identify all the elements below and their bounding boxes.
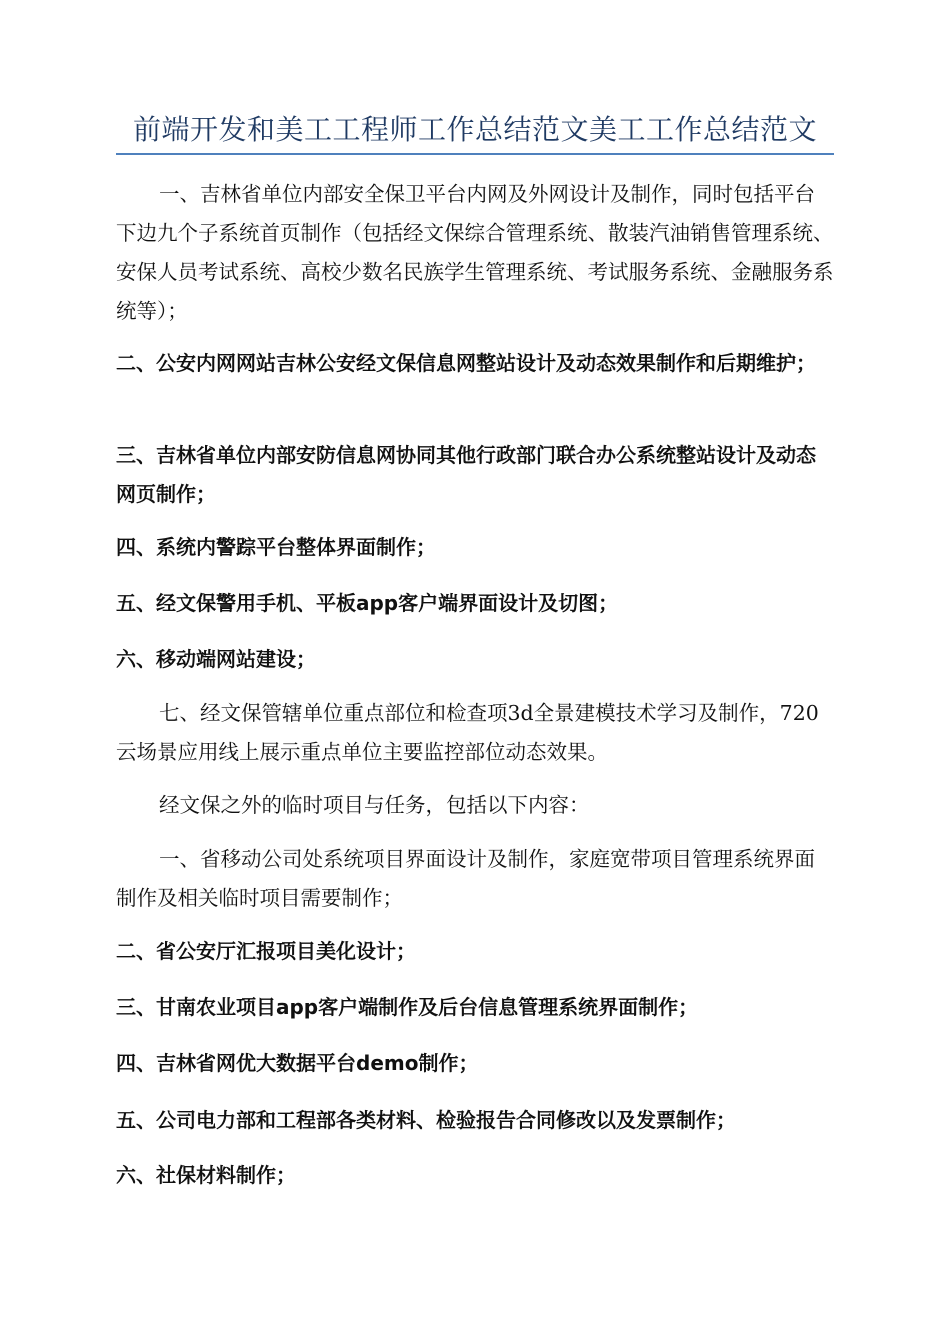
paragraph-report-design: 二、省公安厅汇报项目美化设计； — [116, 939, 416, 963]
paragraph-mobile-app-ui: 五、经文保警用手机、平板app客户端界面设计及切图； — [116, 591, 619, 615]
paragraph-3d-panorama: 七、经文保管辖单位重点部位和检查项3d全景建模技术学习及制作，720云场景应用线上展示重点单位主要监控部位动态效果。 — [116, 701, 819, 764]
paragraph-mobile-company-ui: 一、省移动公司处系统项目界面设计及制作，家庭宽带项目管理系统界面制作及相关临时项目需要制作； — [116, 847, 815, 910]
paragraph-jilin-security-platform: 一、吉林省单位内部安全保卫平台内网及外网设计及制作，同时包括平台下边九个子系统首页制作（包括经文保综合管理系统、散装汽油销售管理系统、安保人员考试系统、高校少数名民族学生管理系统、考试服务系统、金融服务系统等）； — [116, 182, 834, 323]
paragraph-social-security: 六、社保材料制作； — [116, 1163, 296, 1187]
paragraph-temporary-projects-intro: 经文保之外的临时项目与任务，包括以下内容： — [159, 793, 590, 817]
paragraph-police-intranet-site: 二、公安内网网站吉林公安经文保信息网整站设计及动态效果制作和后期维护； — [116, 351, 816, 375]
paragraph-security-info-network: 三、吉林省单位内部安防信息网协同其他行政部门联合办公系统整站设计及动态网页制作； — [116, 443, 816, 506]
title-underline — [116, 153, 834, 155]
paragraph-company-materials: 五、公司电力部和工程部各类材料、检验报告合同修改以及发票制作； — [116, 1108, 736, 1132]
paragraph-mobile-website: 六、移动端网站建设； — [116, 647, 316, 671]
paragraph-police-tracking-ui: 四、系统内警踪平台整体界面制作； — [116, 535, 436, 559]
paragraph-bigdata-demo: 四、吉林省网优大数据平台demo制作； — [116, 1051, 479, 1075]
paragraph-gannan-agriculture-app: 三、甘南农业项目app客户端制作及后台信息管理系统界面制作； — [116, 995, 699, 1019]
document-title: 前端开发和美工工程师工作总结范文美工工作总结范文 — [132, 113, 817, 146]
